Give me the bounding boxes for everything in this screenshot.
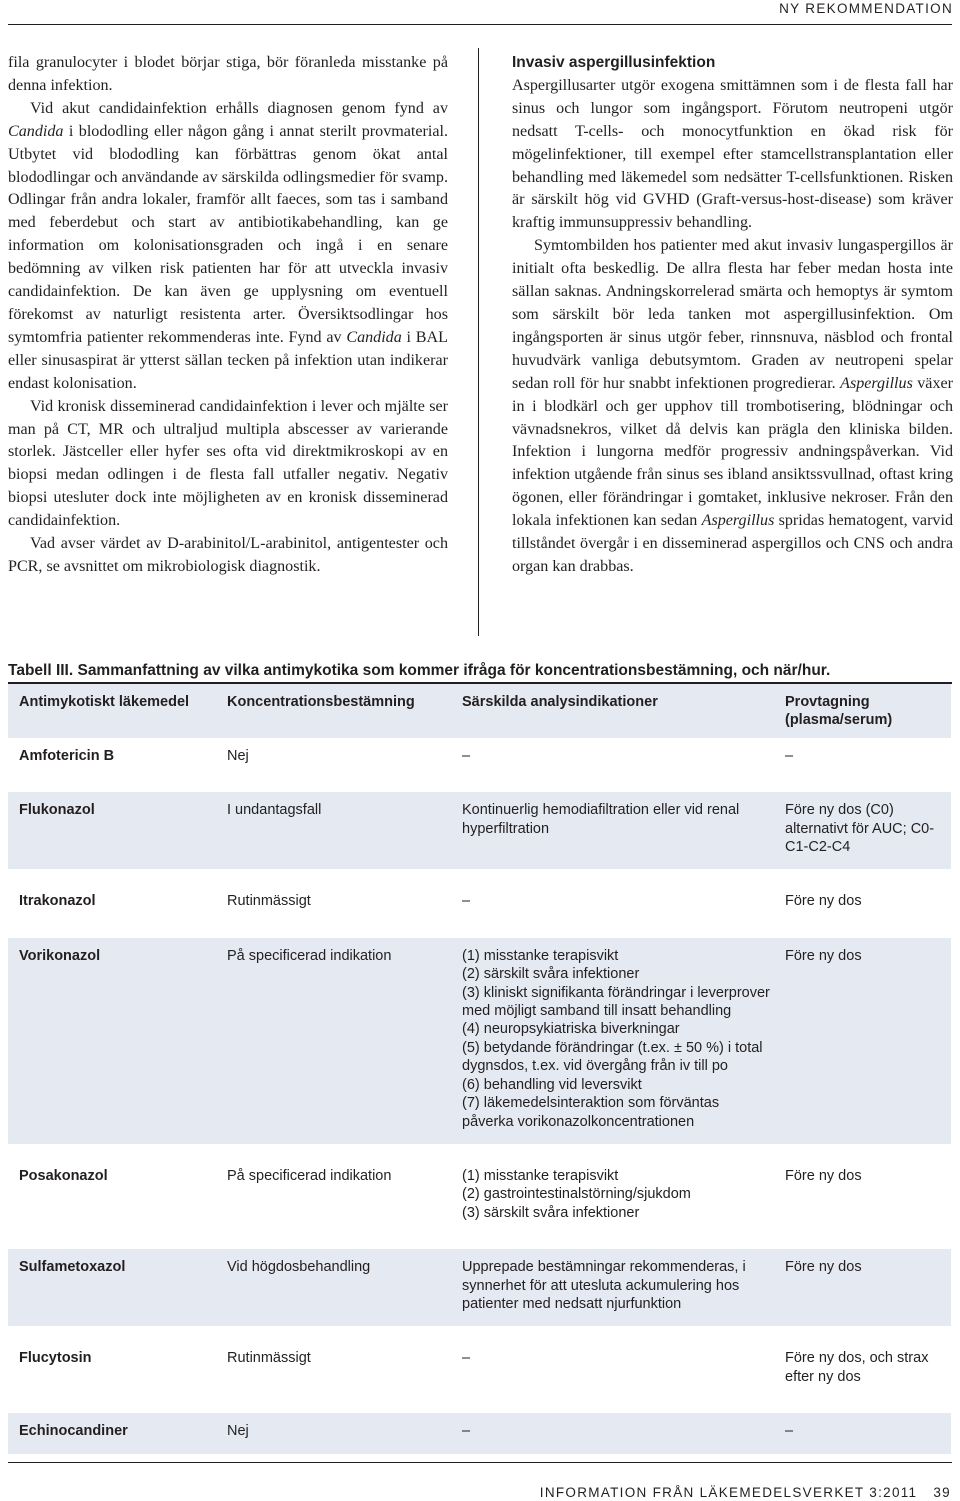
drug-name: Vorikonazol [19,947,101,964]
table-header-row [8,684,951,738]
page-footer [540,1485,951,1500]
table-body [8,738,951,1454]
drug-name: Posakonazol [19,1167,108,1184]
concentration-cell: På specificerad indikation [227,1167,392,1184]
indication-item: (4) neuropsykiatriska biverkningar [462,1021,680,1038]
header-rule [8,24,952,25]
row-gap [8,1144,951,1158]
indication-item: (2) gastrointestinalstörning/sjukdom [462,1186,691,1203]
row-gap [8,1235,951,1249]
table-row [8,883,951,923]
indications-cell [462,1258,785,1313]
sampling-cell: Före ny dos, och strax efter ny dos [785,1350,929,1385]
sampling-cell: Före ny dos [785,1167,862,1184]
table-row [8,792,951,869]
indications-cell [462,1349,785,1386]
indication-item: (5) betydande förändringar (t.ex. ± 50 %) i total dygnsdos, t.ex. vid övergång från iv till po [462,1039,763,1075]
right-paragraph-2: Symtombilden hos patienter med akut invasiv lungaspergillos är initialt ofta beskedlig. De allra flesta har feber medan hosta inte sällan saknas. Andningskorrelerad smärta och hemoptys är symtom som särskilt bör leda tanken mot aspergillusinfektion. Om ingångsporten är sinus utgör feber, rinnsnuva, näsblod och frontal huvudvärk vanliga debutsymtom. Graden av neutropeni spelar sedan roll för hur snabbt infektionen progredierar. Aspergillus växer in i blodkärl och ger upphov till trombotisering, blödningar och vävnadsnekros, vilket då delvis kan prägla den kliniska bilden. Infektion i lungorna medför progressiv andningspåverkan. Vid infektion utgående från sinus ses ibland ansiktssvullnad, oftast kring ögonen, eller förändringar i gomtaket, inklusive nekroser. Från den lokala infektionen kan sedan Aspergillus spridas hematogent, varvid tillståndet övergår i en disseminerad aspergillos och CNS och andra organ kan drabbas. [512,237,953,575]
row-gap [8,1326,951,1340]
concentration-cell: I undantagsfall [227,802,322,819]
indications-cell [462,947,785,1131]
concentration-cell: Vid högdosbehandling [227,1259,371,1276]
right-column [512,52,953,579]
indication-item: (1) misstanke terapisvikt [462,947,619,964]
section-heading: Invasiv aspergillusinfektion [512,54,716,71]
header-drug: Antimykotiskt läkemedel [19,694,190,710]
indication-item: (7) läkemedelsinteraktion som förväntas påverka vorikonazolkoncentrationen [462,1095,720,1130]
table-row [8,1158,951,1235]
left-paragraph-4: Vad avser värdet av D-arabinitol/L-arabinitol, antigentester och PCR, se avsnittet om mikrobiologisk diagnostik. [8,535,448,575]
table-title: Tabell III. Sammanfattning av vilka antimykotika som kommer ifråga för koncentrationsbestämning, och när/hur. [8,662,831,679]
header-indications: Särskilda analysindikationer [462,694,658,710]
sampling-cell: Före ny dos [785,893,862,910]
drug-name: Flukonazol [19,802,95,819]
sampling-cell: Före ny dos [785,1259,862,1276]
table-row [8,1340,951,1399]
indication-item: Upprepade bestämningar rekommenderas, i synnerhet för att utesluta ackumulering hos patienter med nedsatt njurfunktion [462,1259,746,1312]
table-row [8,1249,951,1326]
sampling-cell: – [785,747,794,764]
row-gap [8,869,951,883]
section-label: NY REKOMMENDATION [779,1,953,16]
left-paragraph-1: fila granulocyter i blodet börjar stiga, bör föranleda misstanke på denna infektion. [8,54,448,94]
right-paragraph-1: Aspergillusarter utgör exogena smittämnen som i de flesta fall har sinus och lungor som ingångsport. Förutom neutropeni utgör nedsatt T-cells- och monocytfunktion en ökad risk för mögelinfektioner, till exempel efter stamcellstransplantation eller behandling med läkemedel som nedsätter T-cellsfunktionen. Risken är särskilt hög vid GVHD (Graft-versus-host-disease) som kräver kraftig immunsuppressiv behandling. [512,76,953,232]
indication-item: – [462,1350,471,1367]
table-row [8,938,951,1144]
candida-term: Candida [8,122,64,140]
indications-cell [462,1167,785,1222]
indication-item: – [462,1423,471,1440]
indication-item: (1) misstanke terapisvikt [462,1167,619,1184]
drug-name: Sulfametoxazol [19,1259,126,1276]
aspergillus-term: Aspergillus [701,512,775,530]
sampling-cell: – [785,1423,794,1440]
table-row [8,1413,951,1453]
indications-cell [462,1422,785,1440]
drug-name: Flucytosin [19,1350,92,1367]
page-number: 39 [933,1485,951,1500]
aspergillus-term: Aspergillus [840,374,913,392]
candida-term: Candida [346,328,402,346]
table-row [8,738,951,778]
left-paragraph-2: Vid akut candidainfektion erhålls diagnosen genom fynd av Candida i blododling eller någon gång i annat sterilt provmaterial. Utbytet vid blododling kan förbättras genom ökat antal blododlingar och användande av särskilda odlingsmedier för svamp. Odlingar från andra lokaler, framför allt faeces, som tas i samband med feberdebut och start av antibiotikabehandling, kan ge information om kolonisationsgraden och ingå i en senare bedömning av vilken risk patienten har för att utveckla invasiv candidainfektion. De kan även ge upplysning om eventuell förekomst av naturligt resistenta arter. Översiktsodlingar hos symtomfria patienter rekommenderas inte. Fynd av Candida i BAL eller sinusaspirat är ytterst sällan tecken på infektion utan indikerar endast kolonisation. [8,99,448,392]
left-column [8,52,448,579]
indications-cell [462,892,785,910]
drug-name: Amfotericin B [19,747,115,764]
sampling-cell: Före ny dos (C0) alternativt för AUC; C0-C1-C2-C4 [785,802,935,856]
indication-item: (3) särskilt svåra infektioner [462,1204,640,1221]
row-gap [8,1399,951,1413]
row-gap [8,778,951,792]
indication-item: – [462,893,471,910]
column-divider [478,48,479,636]
left-paragraph-3: Vid kronisk disseminerad candidainfektion i lever och mjälte ser man på CT, MR och ultraljud multipla abscesser av varierande storlek. Jästceller eller hyfer ses ofta vid direktmikroskopi av en biopsi medan odlingen i de flesta fall utfaller negativ. Negativ biopsi utesluter dock inte möjligheten av en kronisk disseminerad candidainfektion. [8,397,448,530]
indications-cell [462,801,785,856]
concentration-cell: Rutinmässigt [227,893,311,910]
concentration-cell: På specificerad indikation [227,947,392,964]
indication-item: (2) särskilt svåra infektioner [462,966,640,983]
row-gap [8,924,951,938]
concentration-cell: Nej [227,747,249,764]
drug-name: Itrakonazol [19,893,96,910]
footer-rule [8,1462,952,1463]
indication-item: Kontinuerlig hemodiafiltration eller vid renal hyperfiltration [462,802,740,837]
sampling-cell: Före ny dos [785,947,862,964]
concentration-cell: Nej [227,1423,249,1440]
header-concentration: Koncentrationsbestämning [227,694,415,710]
publication-name: INFORMATION FRÅN LÄKEMEDELSVERKET 3:2011 [539,1485,918,1500]
antifungal-table [8,684,951,1454]
concentration-cell: Rutinmässigt [227,1350,311,1367]
indications-cell [462,747,785,765]
indication-item: – [462,747,471,764]
indication-item: (6) behandling vid leversvikt [462,1076,642,1093]
drug-name: Echinocandiner [19,1423,128,1440]
header-sampling: Provtagning (plasma/serum) [785,694,893,729]
indication-item: (3) kliniskt signifikanta förändringar i leverprover med möjligt samband till insatt behandling [462,984,770,1020]
